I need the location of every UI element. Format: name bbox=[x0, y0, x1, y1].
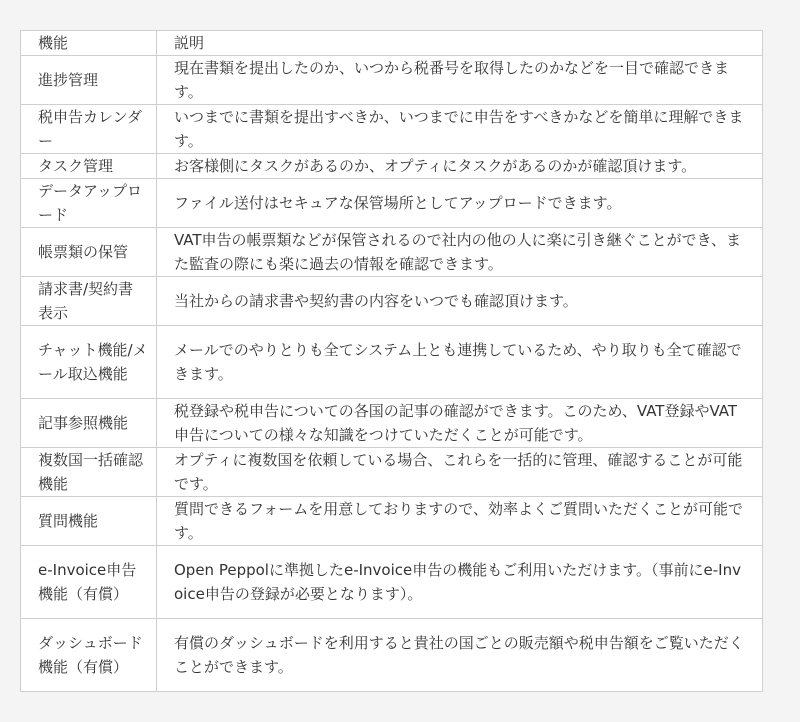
description-cell: 有償のダッシュボードを利用すると貴社の国ごとの販売額や税申告額をご覧いただくことができます。 bbox=[157, 619, 763, 692]
features-table bbox=[20, 30, 763, 692]
function-cell: データアップロード bbox=[21, 179, 157, 228]
function-cell: 複数国一括確認機能 bbox=[21, 448, 157, 497]
description-cell: 現在書類を提出したのか、いつから税番号を取得したのかなどを一目で確認できます。 bbox=[157, 56, 763, 105]
description-cell: 税登録や税申告についての各国の記事の確認ができます。このため、VAT登録やVAT申告についての様々な知識をつけていただくことが可能です。 bbox=[157, 399, 763, 448]
table-row bbox=[21, 105, 763, 154]
description-cell: 当社からの請求書や契約書の内容をいつでも確認頂けます。 bbox=[157, 277, 763, 326]
function-cell: チャット機能/メール取込機能 bbox=[21, 326, 157, 399]
function-cell: 税申告カレンダー bbox=[21, 105, 157, 154]
header-description: 説明 bbox=[157, 31, 763, 56]
description-cell: お客様側にタスクがあるのか、オプティにタスクがあるのかが確認頂けます。 bbox=[157, 154, 763, 179]
function-cell: タスク管理 bbox=[21, 154, 157, 179]
function-cell: 質問機能 bbox=[21, 497, 157, 546]
table-row bbox=[21, 546, 763, 619]
description-cell: 質問できるフォームを用意しておりますので、効率よくご質問いただくことが可能です。 bbox=[157, 497, 763, 546]
description-cell: Open Peppolに準拠したe-Invoice申告の機能もご利用いただけます。（事前にe-Invoice申告の登録が必要となります）。 bbox=[157, 546, 763, 619]
header-function: 機能 bbox=[21, 31, 157, 56]
function-cell: 記事参照機能 bbox=[21, 399, 157, 448]
description-cell: VAT申告の帳票類などが保管されるので社内の他の人に楽に引き継ぐことができ、また監査の際にも楽に過去の情報を確認できます。 bbox=[157, 228, 763, 277]
description-cell: ファイル送付はセキュアな保管場所としてアップロードできます。 bbox=[157, 179, 763, 228]
table-row bbox=[21, 277, 763, 326]
description-cell: メールでのやりとりも全てシステム上とも連携しているため、やり取りも全て確認できます。 bbox=[157, 326, 763, 399]
table-header-row bbox=[21, 31, 763, 56]
table-row bbox=[21, 326, 763, 399]
function-cell: ダッシュボード機能（有償） bbox=[21, 619, 157, 692]
function-cell: e-Invoice申告機能（有償） bbox=[21, 546, 157, 619]
function-cell: 進捗管理 bbox=[21, 56, 157, 105]
table-row bbox=[21, 448, 763, 497]
table-row bbox=[21, 179, 763, 228]
table-row bbox=[21, 154, 763, 179]
table-row bbox=[21, 619, 763, 692]
table-row bbox=[21, 497, 763, 546]
table-row bbox=[21, 399, 763, 448]
table-row bbox=[21, 56, 763, 105]
description-cell: オプティに複数国を依頼している場合、これらを一括的に管理、確認することが可能です。 bbox=[157, 448, 763, 497]
function-cell: 請求書/契約書表示 bbox=[21, 277, 157, 326]
description-cell: いつまでに書類を提出すべきか、いつまでに申告をすべきかなどを簡単に理解できます。 bbox=[157, 105, 763, 154]
table-row bbox=[21, 228, 763, 277]
function-cell: 帳票類の保管 bbox=[21, 228, 157, 277]
